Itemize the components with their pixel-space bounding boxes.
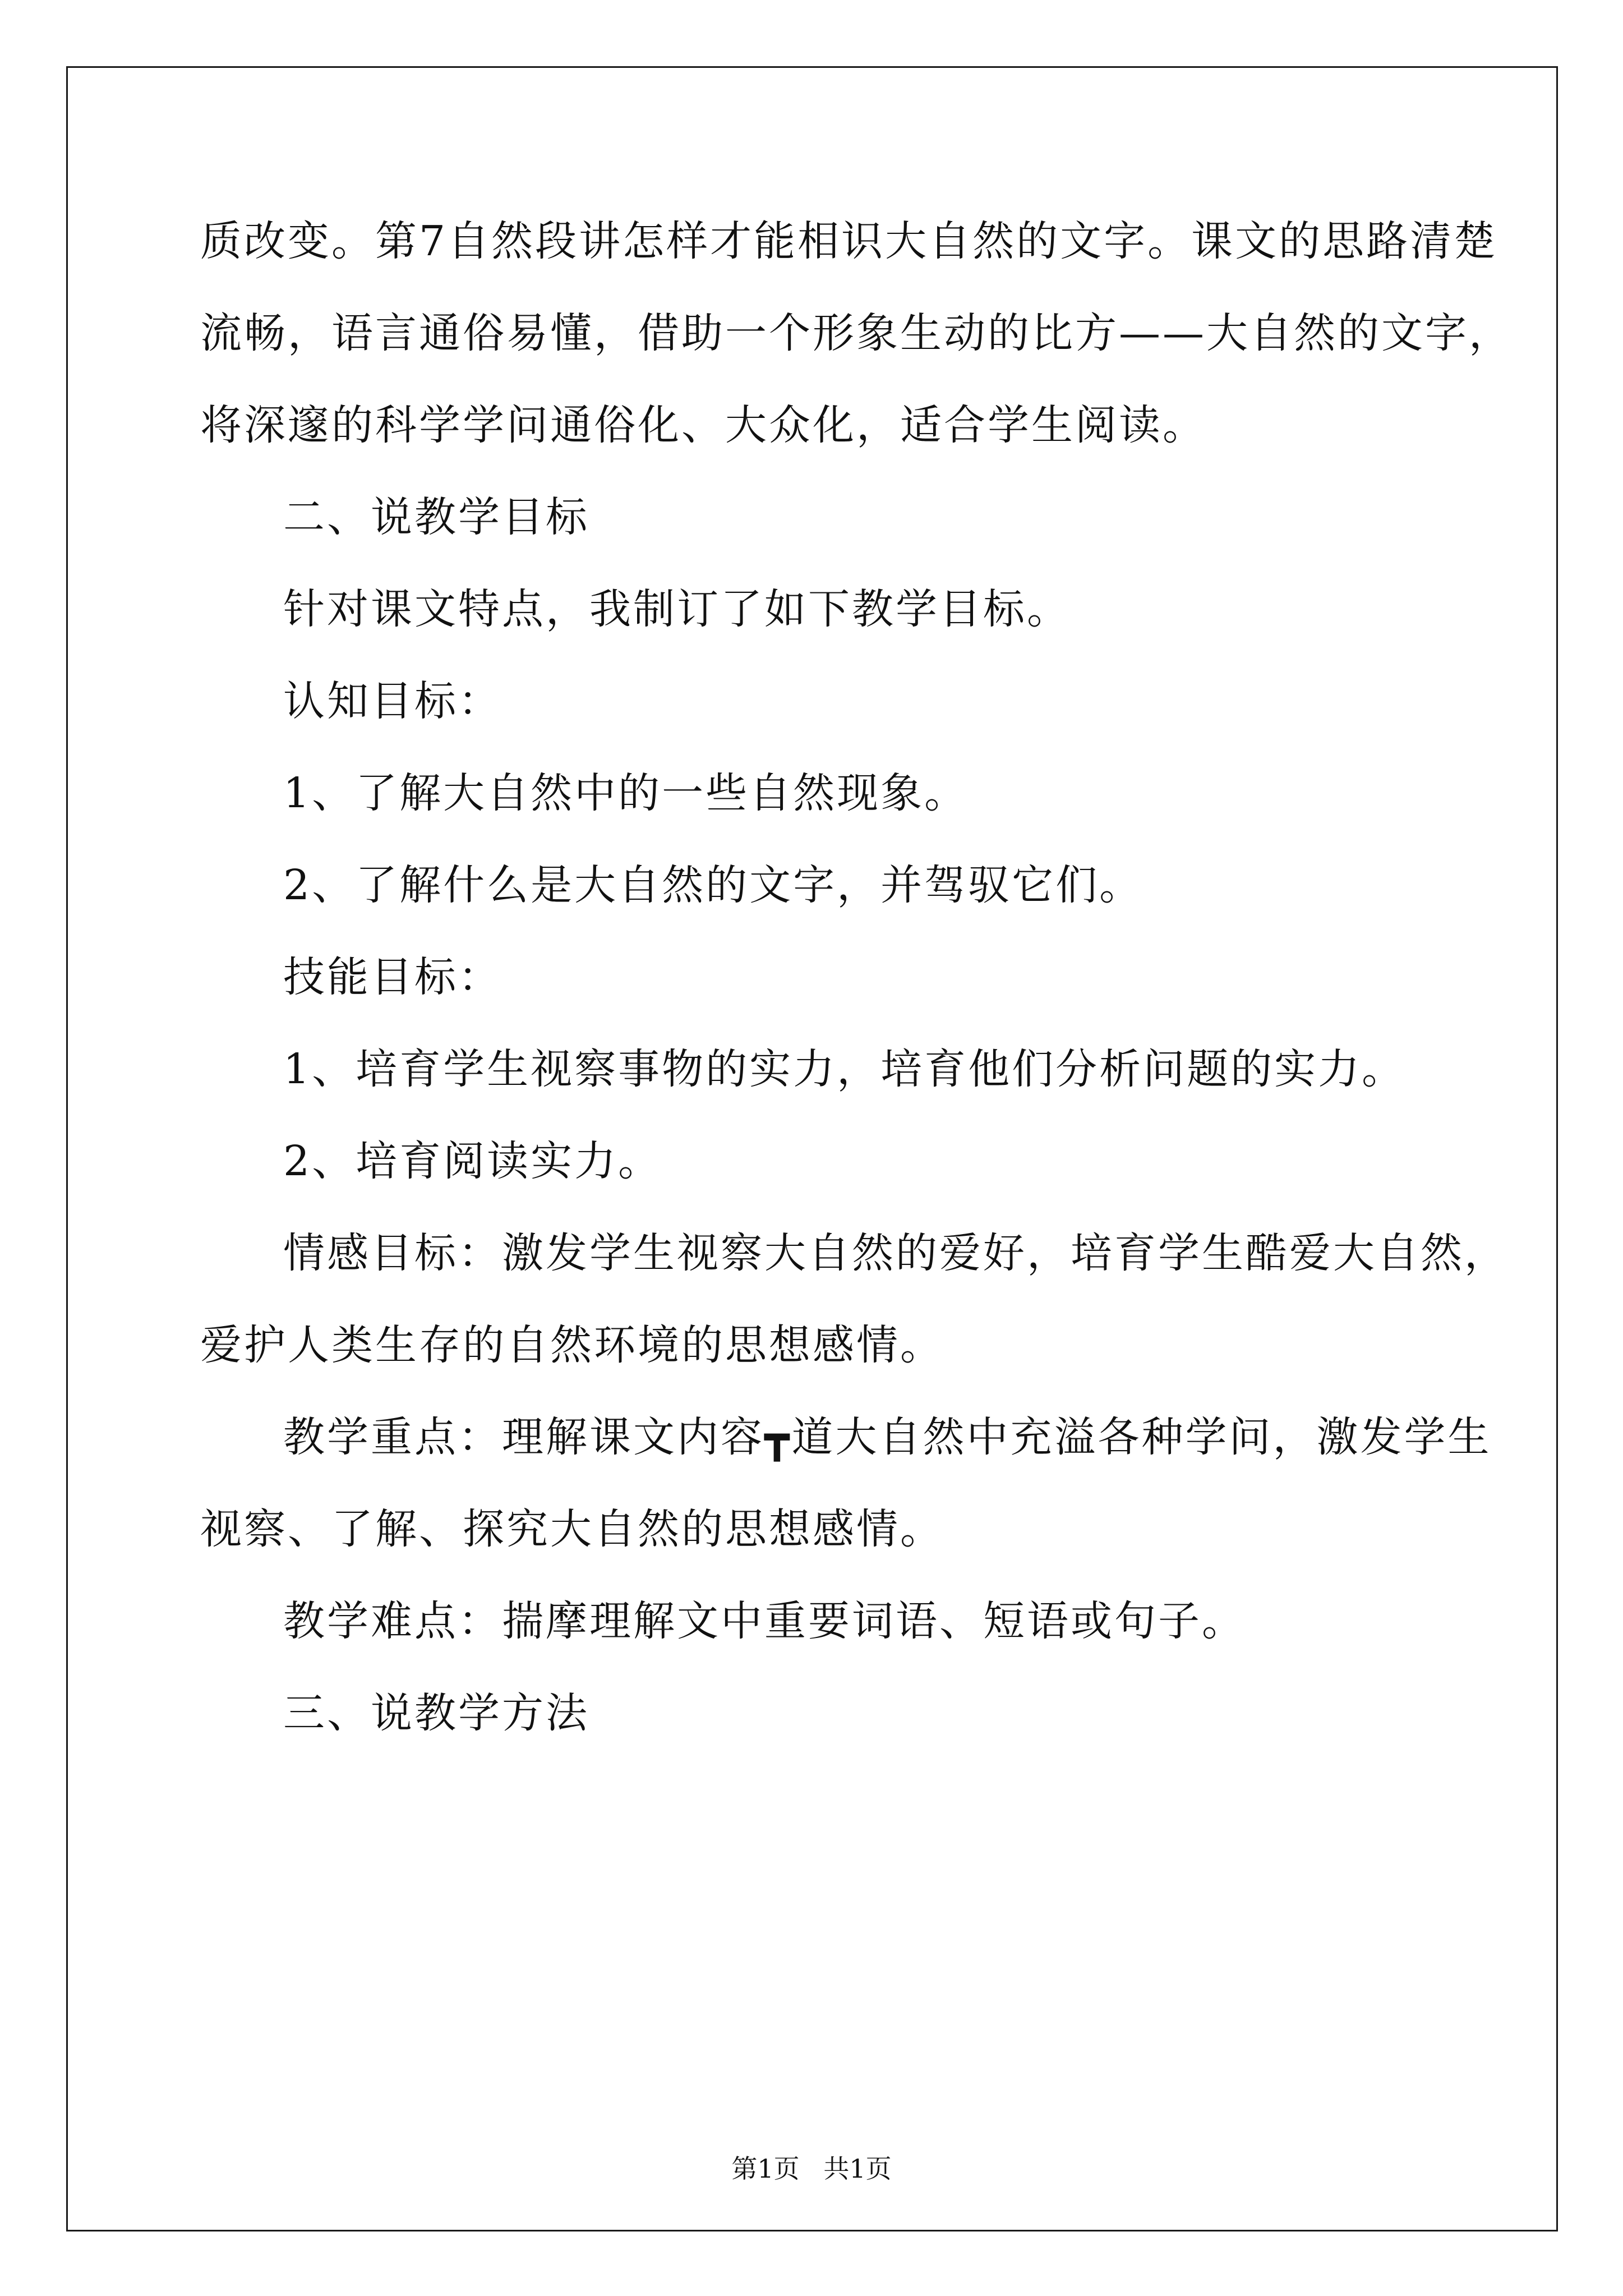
section-heading: 三、说教学方法 <box>283 1689 589 1737</box>
subheading: 认知目标： <box>283 677 502 725</box>
list-item: 1、培育学生视察事物的实力，培育他们分析问题的实力。 <box>283 1045 1406 1093</box>
page-footer <box>0 2152 1623 2185</box>
subheading: 技能目标： <box>283 953 502 1001</box>
paragraph-line: 流畅，语言通俗易懂，借助一个形象生动的比方——大自然的文字， <box>200 309 1513 357</box>
paragraph-line: 情感目标：激发学生视察大自然的爱好，培育学生酷爱大自然， <box>283 1229 1508 1277</box>
paragraph-line: 针对课文特点，我制订了如下教学目标。 <box>283 585 1071 633</box>
list-item: 2、培育阅读实力。 <box>283 1137 662 1185</box>
paragraph-line: 视察、了解、探究大自然的思想感情。 <box>200 1505 944 1553</box>
paragraph-line: 教学重点：理解课文内容┳道大自然中充溢各种学问，激发学生 <box>283 1413 1492 1461</box>
section-heading: 二、说教学目标 <box>283 493 589 541</box>
paragraph-line: 爱护人类生存的自然环境的思想感情。 <box>200 1321 944 1369</box>
paragraph-line: 质改变。第7自然段讲怎样才能相识大自然的文字。课文的思路清楚 <box>200 217 1498 265</box>
page-number-total: 共1页 <box>823 2154 892 2184</box>
paragraph-line: 将深邃的科学学问通俗化、大众化，适合学生阅读。 <box>200 401 1206 449</box>
page-number-current: 第1页 <box>731 2154 800 2184</box>
list-item: 1、了解大自然中的一些自然现象。 <box>283 769 969 817</box>
list-item: 2、了解什么是大自然的文字，并驾驭它们。 <box>283 861 1144 909</box>
paragraph-line: 教学难点：揣摩理解文中重要词语、短语或句子。 <box>283 1597 1246 1645</box>
